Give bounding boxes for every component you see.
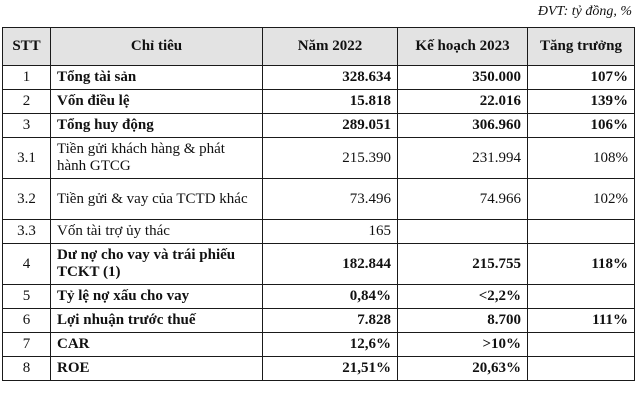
- table-row: [3, 285, 635, 309]
- table-row: [3, 138, 635, 179]
- row-growth: [528, 333, 635, 357]
- table-row: [3, 244, 635, 285]
- row-stt: 3.3: [3, 220, 51, 244]
- row-year-2022: 7.828: [263, 309, 398, 333]
- row-growth: 107%: [528, 66, 635, 90]
- row-plan-2023: 22.016: [398, 90, 528, 114]
- table-row: [3, 114, 635, 138]
- row-growth: 111%: [528, 309, 635, 333]
- row-plan-2023: 74.966: [398, 179, 528, 220]
- row-stt: 5: [3, 285, 51, 309]
- row-growth: 118%: [528, 244, 635, 285]
- row-stt: 4: [3, 244, 51, 285]
- row-growth: 139%: [528, 90, 635, 114]
- row-year-2022: 73.496: [263, 179, 398, 220]
- row-plan-2023: 20,63%: [398, 357, 528, 381]
- row-plan-2023: 215.755: [398, 244, 528, 285]
- header-stt: STT: [3, 28, 51, 66]
- header-indicator: Chỉ tiêu: [51, 28, 263, 66]
- financial-targets-table: [2, 27, 635, 381]
- row-indicator: Dư nợ cho vay và trái phiếu TCKT (1): [51, 244, 263, 285]
- row-stt: 3.1: [3, 138, 51, 179]
- row-year-2022: 12,6%: [263, 333, 398, 357]
- row-year-2022: 15.818: [263, 90, 398, 114]
- row-growth: [528, 357, 635, 381]
- row-growth: 102%: [528, 179, 635, 220]
- row-year-2022: 289.051: [263, 114, 398, 138]
- unit-note: ĐVT: tỷ đồng, %: [537, 4, 632, 19]
- row-growth: 108%: [528, 138, 635, 179]
- row-growth: [528, 285, 635, 309]
- row-growth: [528, 220, 635, 244]
- row-growth: 106%: [528, 114, 635, 138]
- table-row: [3, 66, 635, 90]
- table-row: [3, 309, 635, 333]
- row-indicator: Lợi nhuận trước thuế: [51, 309, 263, 333]
- table-row: [3, 90, 635, 114]
- row-plan-2023: 306.960: [398, 114, 528, 138]
- row-plan-2023: [398, 220, 528, 244]
- row-year-2022: 21,51%: [263, 357, 398, 381]
- header-plan-2023: Kế hoạch 2023: [398, 28, 528, 66]
- row-plan-2023: 8.700: [398, 309, 528, 333]
- row-stt: 2: [3, 90, 51, 114]
- table-row: [3, 220, 635, 244]
- row-indicator: Tiền gửi & vay của TCTD khác: [51, 179, 263, 220]
- row-stt: 7: [3, 333, 51, 357]
- table-row: [3, 333, 635, 357]
- row-stt: 3.2: [3, 179, 51, 220]
- row-year-2022: 0,84%: [263, 285, 398, 309]
- row-stt: 8: [3, 357, 51, 381]
- row-plan-2023: >10%: [398, 333, 528, 357]
- table-row: [3, 357, 635, 381]
- row-indicator: Tổng tài sản: [51, 66, 263, 90]
- row-year-2022: 215.390: [263, 138, 398, 179]
- row-stt: 3: [3, 114, 51, 138]
- header-year-2022: Năm 2022: [263, 28, 398, 66]
- row-indicator: Vốn điều lệ: [51, 90, 263, 114]
- table-row: [3, 179, 635, 220]
- row-indicator: ROE: [51, 357, 263, 381]
- row-indicator: Tỷ lệ nợ xấu cho vay: [51, 285, 263, 309]
- row-indicator: Vốn tài trợ ủy thác: [51, 220, 263, 244]
- row-stt: 1: [3, 66, 51, 90]
- row-stt: 6: [3, 309, 51, 333]
- row-year-2022: 328.634: [263, 66, 398, 90]
- row-plan-2023: 350.000: [398, 66, 528, 90]
- row-year-2022: 165: [263, 220, 398, 244]
- row-indicator: CAR: [51, 333, 263, 357]
- row-indicator: Tổng huy động: [51, 114, 263, 138]
- header-growth: Tăng trưởng: [528, 28, 635, 66]
- row-plan-2023: <2,2%: [398, 285, 528, 309]
- table-header-row: [3, 28, 635, 66]
- row-indicator: Tiền gửi khách hàng & phát hành GTCG: [51, 138, 263, 179]
- row-plan-2023: 231.994: [398, 138, 528, 179]
- row-year-2022: 182.844: [263, 244, 398, 285]
